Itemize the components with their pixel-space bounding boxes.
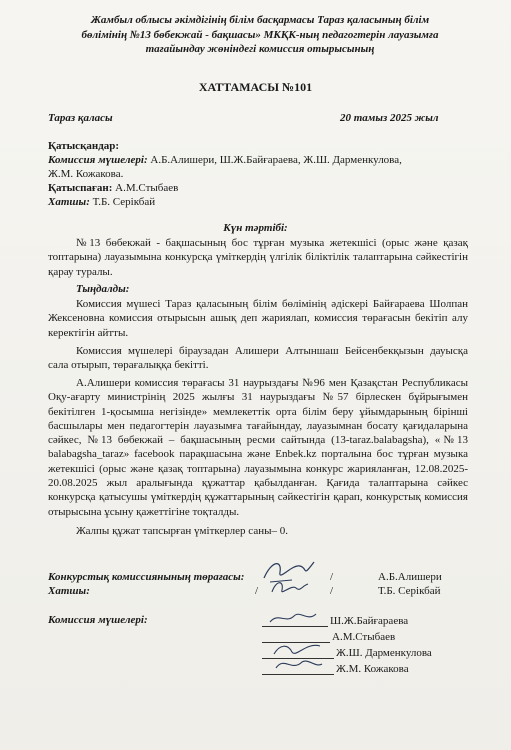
member-sign-name-1: Ш.Ж.Байғараева	[330, 615, 409, 627]
heard-paragraph-4: Жалпы құжат тапсырған үміткерлер саны– 0.	[76, 525, 288, 537]
place: Тараз қаласы	[48, 112, 113, 124]
member-signature-1	[268, 610, 318, 626]
header-line-3: тағайындау жөніндегі комиссия отырысының	[145, 43, 375, 55]
heard-paragraph-3: А.Алишери комиссия төрағасы 31 наурыздағы №96 мен Қазақстан Республикасы Оқу-ағарту министрінің 2025 жылғы 31 наурыздағы №57 бірлескен бұйрығымен бекітілген 1-қосымша негізінде» мемлекеттік орта білім беру ұйымдарының бірінші басшылары мен педагогтерін лауазымға тағайындау, лауазымнан босату қағидаларына сәйкес, №13 бөбекжай – бақшасының ресми сайтында (13-taraz.balabagsha), «№13 balabagsha_taraz» facebook парақшасына және Enbek.kz порталына бос тұрған музыка жетекшісі (орыс және қазақ топтарына) лауазымына конкурс жарияланған, 12.08.2025-20.08.2025 жыл аралығында құжаттар қабылданған. Қағида талаптарына сәйкес конкурсқа қатысушы үміткердің құжаттарының сәйкестігін қарап, конкурстық комиссия отырысына ұсыну қажеттігіне тоқталды.	[48, 377, 468, 518]
member-sign-name-3: Ж.Ш. Дарменкулова	[336, 647, 432, 659]
heard-paragraph-1: Комиссия мүшесі Тараз қаласының білім бөлімінің әдіскері Байғараева Шолпан Жексеновна комиссия отырысын ашық деп жариялап, комиссия төрағасын бекітіп алу керектігін айтты.	[48, 298, 468, 339]
secretary-row	[48, 195, 155, 209]
absent-label: Қатыспаған:	[48, 182, 113, 194]
participants-heading: Қатысқандар:	[48, 140, 120, 152]
slash-2: /	[255, 585, 259, 597]
secretary-sign-label: Хатшы:	[48, 585, 90, 597]
header-line-2: бөлімінің №13 бөбекжай - бақшасы» МКҚК-ның педагогтерін лауазымға	[81, 28, 439, 41]
member-sign-name-2: А.М.Стыбаев	[332, 631, 396, 643]
member-signature-4	[274, 656, 324, 674]
chair-label: Конкурстық комиссиянының төрағасы:	[48, 571, 245, 583]
secretary-signature	[270, 578, 310, 598]
agenda-heading: Күн тәртібі:	[223, 222, 288, 234]
date: 20 тамыз 2025 жыл	[340, 112, 439, 124]
slash-3: /	[330, 585, 334, 597]
secretary-sign-name: Т.Б. Серікбай	[378, 585, 441, 597]
absent-row	[48, 181, 178, 195]
absent-value: А.М.Стыбаев	[115, 182, 179, 194]
secretary-value: Т.Б. Серікбай	[92, 196, 156, 208]
members-value: А.Б.Алишери, Ш.Ж.Байғараева, Ж.Ш. Дарменкулова,	[150, 154, 402, 166]
secretary-label: Хатшы:	[48, 196, 90, 208]
members-label: Комиссия мүшелері:	[48, 154, 148, 166]
header-line-1: Жамбыл облысы әкімдігінің білім басқармасы Тараз қаласының білім	[90, 14, 430, 26]
members-value-2: Ж.М. Кожакова.	[48, 168, 124, 180]
agenda-text: №13 бөбекжай - бақшасының бос тұрған музыка жетекшісі (орыс және қазақ топтарына) лауазымына конкурсқа үміткердің үлгілік біліктілік талаптарына сәйкестігін қарау туралы.	[48, 237, 468, 278]
members-sign-label: Комиссия мүшелері:	[48, 614, 148, 626]
chair-name: А.Б.Алишери	[378, 571, 442, 583]
heard-heading: Тыңдалды:	[76, 283, 130, 295]
heard-paragraph-2: Комиссия мүшелері біраузадан Алишери Алтыншаш Бейсенбекқызын дауысқа сала отырып, төрағалыққа бекітті.	[48, 345, 468, 372]
signature-line-4	[262, 674, 334, 675]
members-row	[48, 153, 402, 167]
member-sign-name-4: Ж.М. Кожакова	[336, 663, 409, 675]
document-title: ХАТТАМАСЫ №101	[198, 80, 313, 94]
document-header	[40, 13, 480, 57]
signature-line-1	[262, 626, 328, 627]
slash: /	[330, 571, 334, 583]
